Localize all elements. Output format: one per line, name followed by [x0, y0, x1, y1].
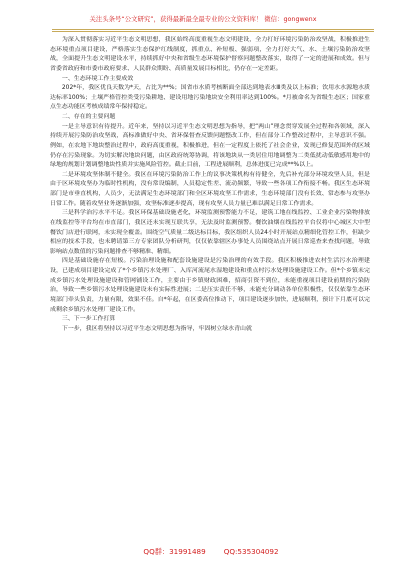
header-divider: [52, 29, 374, 30]
intro-paragraph: 为深入贯彻落实习近平生态文明思想，我区始终高度重视生态文明建设，全力打好环境污染防治攻坚战，积极推进生态环境重点项目建设，严格落实生态保护红线制度，抓重点、补短板、强弱项，全力打好大气、水、土壤污染防治攻坚战，全面提升生态文明建设水平，持续抓好中央和省级生态环境保护督察问题整改落实，取得了一定的进展和成效。但与省委省政府和市委市政府要求、人民群众期盼、高质量发展目标相比，仍存在一定差距。: [50, 36, 370, 72]
achievements-paragraph: 202*年，我区优良天数为*天，占比为**%；国省市水质考核断面全部达到地表水Ⅲ类及以上标准；饮用水水源地水质达标率100%；土壤严格管控类受污染耕地、建设用地污染地块安全利用率达到100%。*月被命名为省级生态区；国家重点生态功能区考核成绩常年保持稳定。: [50, 84, 370, 111]
problem-paragraph-4: 四是基础设施存在短板。污染治理设施和配套设施建设是污染治理的有效手段。我区积极推进农村生活污水治理建设，已建成项目建设完成了*个乡镇污水处理厂、入库河流尾水湿地建设和重点村污水处理设施建设工作。但*个乡镇未完成乡镇污水处理设施建设和管网铺设工作，主要由于乡镇财政困难，招商引资不到位，未能重视项目建设前期的污染防治，导致一些乡镇污水处理设施建设未有实际性进展；二是压实责任不够，未能充分调动各单位积极性，仅仅依靠生态环境部门牵头负责，力量有限，效果不佳。自*年起，在区委高位推动下，项目建设逐步加快，进展顺利，预计下月底可以完成剩余乡镇污水处理厂建设工作。: [50, 257, 370, 313]
header-banner: 关注头条号“公文研究”，获得最新最全最专业的公文资料库！ 微信：gongwenx: [89, 15, 317, 23]
footer-contact: [96, 545, 326, 559]
section-heading-achievements: 一、生态环境工作主要成效: [61, 74, 134, 82]
header-divider-secondary: [52, 31, 374, 32]
problem-paragraph-1: 一是主导意识有待提升。近年来，坚持以习近平生态文明思想为指导，把“两山”理念贯穿发展全过程和各领域，深入持续开展污染防治攻坚战，高标准做好中央、省环保督查反馈问题整改工作，但在部分工作整改过程中，主导意识不强。例如，在农地下地块整治过程中，政府高度重视，积极推进，但在一定程度上依托了社会企业，发现已修复范围外的区域仍存在污染现象。为切实解决地块问题，由区政府统筹协调，将该地块从一类居住用地调整为二类低扰动低敏感用地中的绿地的规划计划调整地块性质并实施风险管控。截止目前，工程进展顺利，总体进度已完成**%以上。: [50, 122, 370, 169]
document-body: [50, 35, 370, 537]
section-heading-next-steps: 三、下一步工作打算: [61, 315, 116, 323]
section-heading-problems: 二、存在的主要问题: [61, 113, 116, 120]
qq-group-label: QQ群：31991489: [143, 547, 206, 556]
next-steps-paragraph: 下一步，我区将坚持以习近平生态文明思想为指导，牢固树立绿水青山就: [61, 324, 252, 332]
problem-paragraph-2: 二是环境攻坚体制不健全。我区在环境污染防治工作上的议事决策机构有待健全，先后补充部分环境攻坚人员，但是由于区环境攻坚办为临时性机构，没有常设编制，人员稳定性差、流动频繁，导致一些各项工作衔接不畅。我区生态环境部门是市垂直机构，人员少，无法满足生态环境部门和全区环境攻坚工作需求，生态环境部门没有长效、常态参与攻坚办日常工作。随着攻坚业务逐渐加强，攻坚标准逐步提高，现有攻坚人员力量已难以满足日常工作需求。: [50, 170, 370, 207]
problem-paragraph-3: 三是科学治污水平不足。我区环保基础设施老化，环境监测预警能力不足，建筑工地在线监控、工业企业污染物排放在线监控等平台均在市直部门，我区还未实现互联共享，无法及时监测预警。餐饮油烟在线监控平台仅将中心城区大中型餐饮门店进行联网，未实现全覆盖。围绕空气质量二级达标目标，我区组织人员24小时开展站点精细化管控工作，但缺少相应的技术手段，也未聘请第三方专家团队分析研判，仅仅依靠辖区办事处人员围绕站点开展日常巡查来查找问题，导致影响站点数值的污染问题排查不够精准、精细。: [50, 209, 370, 255]
qq-number-label: QQ:535304092: [223, 547, 279, 556]
